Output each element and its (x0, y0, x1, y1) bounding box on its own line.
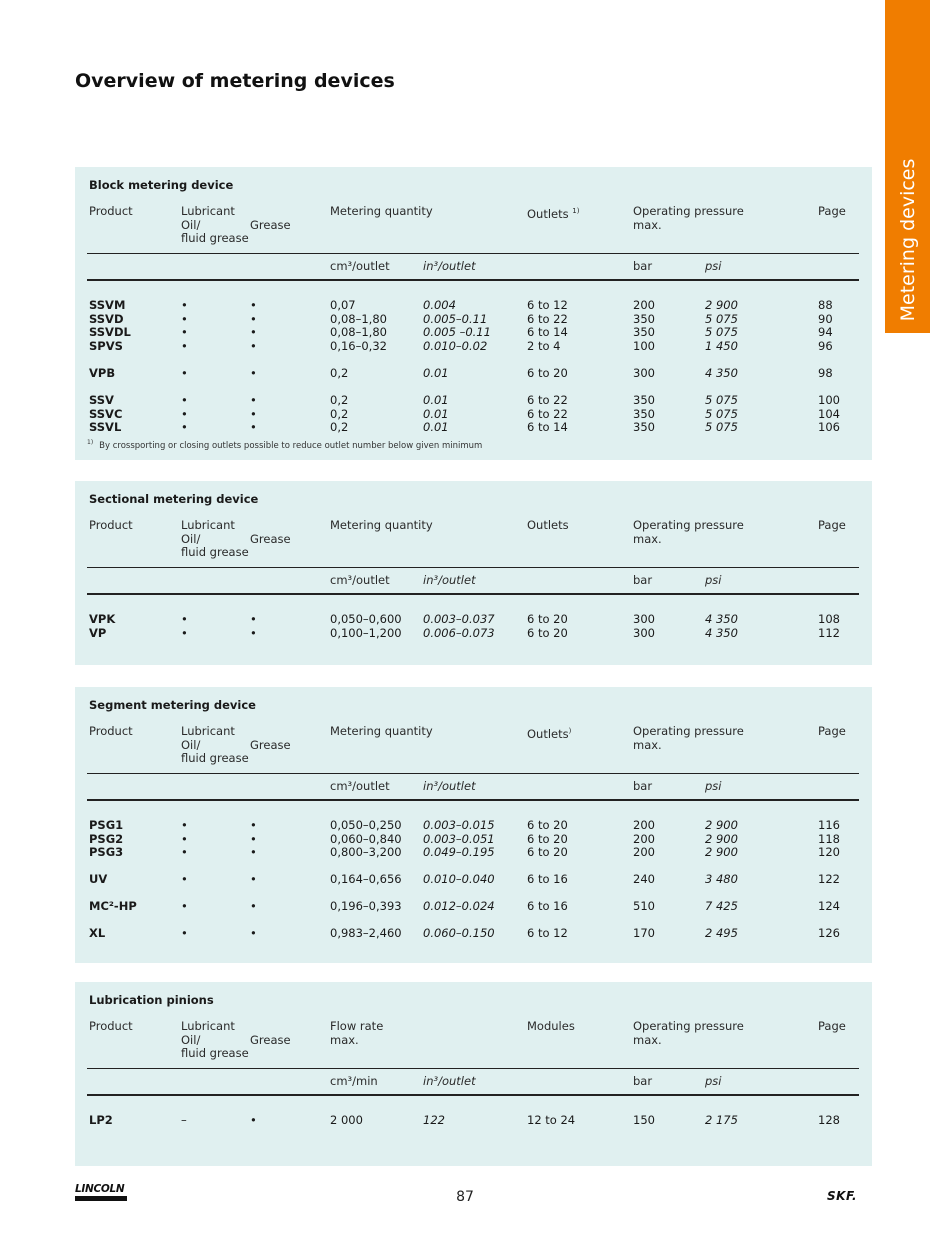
cell-bar: 350 (633, 406, 655, 421)
cell-in3: 0.01 (423, 366, 449, 380)
cell-psi: 2 900 (705, 831, 738, 846)
cell-cm3: 0,16–0,32 (330, 338, 387, 353)
cell-bar: 170 (633, 926, 655, 940)
cell-grease: • (250, 818, 257, 832)
cell-page: 126 (818, 926, 840, 940)
col-header-fluid-grease: fluid grease (181, 1046, 249, 1060)
unit-bar: bar (633, 1074, 653, 1088)
cell-outlets: 2 to 4 (527, 338, 561, 353)
divider (87, 1068, 859, 1069)
cell-cm3: 0,983–2,460 (330, 926, 402, 940)
lincoln-logo-text: LINCOLN (75, 1183, 125, 1195)
cell-outlets: 6 to 22 (527, 393, 568, 407)
col-header-outlets-label: Outlets (527, 206, 569, 221)
col-header-product: Product (89, 1019, 133, 1033)
col-header-product: Product (89, 204, 133, 218)
footnote-text: By crossporting or closing outlets possible to reduce outlet number below given minimum (99, 440, 483, 451)
cell-outlets: 6 to 22 (527, 311, 568, 326)
cell-outlets: 6 to 20 (527, 625, 568, 640)
page-title: Overview of metering devices (75, 70, 395, 92)
cell-page: 98 (818, 366, 833, 380)
cell-oil: • (181, 625, 188, 640)
cell-outlets: 6 to 20 (527, 818, 568, 832)
col-header-operating-pressure (633, 519, 744, 546)
cell-oil: • (181, 926, 188, 940)
cell-cm3: 0,2 (330, 393, 349, 407)
cell-page: 116 (818, 818, 840, 832)
col-header-grease: Grease (250, 531, 291, 546)
cell-bar: 200 (633, 818, 655, 832)
cell-cm3: 0,07 (330, 298, 356, 312)
cell-product: PSG1 (89, 818, 124, 832)
footnote-ref: ) (568, 727, 572, 735)
cell-oil: – (181, 1113, 187, 1127)
footnote-mark: 1) (87, 439, 94, 446)
cell-outlets: 6 to 20 (527, 612, 568, 626)
cell-grease: • (250, 926, 257, 940)
col-header-product: Product (89, 724, 133, 738)
cell-outlets: 6 to 12 (527, 298, 568, 312)
col-header-outlets-label: Outlets (527, 726, 569, 741)
cell-bar: 200 (633, 831, 655, 846)
cell-bar: 300 (633, 612, 655, 626)
col-header-operating-pressure-label: Operating pressure (633, 724, 744, 738)
panel-title: Lubrication pinions (89, 993, 214, 1007)
cell-page: 108 (818, 612, 840, 626)
cell-bar: 350 (633, 311, 655, 326)
unit-cm3: cm³/outlet (330, 573, 390, 587)
cell-page: 106 (818, 420, 840, 434)
cell-in3: 0.005 –0.11 (423, 325, 491, 339)
cell-grease: • (250, 311, 257, 326)
cell-cm3: 0,164–0,656 (330, 872, 402, 886)
divider (87, 799, 859, 801)
cell-page: 96 (818, 338, 833, 353)
col-header-lubricant (181, 205, 249, 246)
cell-psi: 5 075 (705, 393, 738, 407)
panel-title: Block metering device (89, 178, 234, 192)
cell-oil: • (181, 831, 188, 846)
cell-grease: • (250, 406, 257, 421)
cell-page: 124 (818, 899, 840, 913)
col-header-page: Page (818, 518, 846, 532)
cell-psi: 2 900 (705, 818, 738, 832)
cell-outlets: 6 to 16 (527, 899, 568, 913)
cell-grease: • (250, 612, 257, 626)
cell-psi: 2 175 (705, 1113, 738, 1127)
col-header-oil: Oil/ (181, 1032, 201, 1047)
cell-bar: 240 (633, 872, 655, 886)
cell-psi: 1 450 (705, 338, 738, 353)
cell-cm3: 0,050–0,250 (330, 818, 402, 832)
cell-bar: 150 (633, 1113, 655, 1127)
divider (87, 253, 859, 254)
cell-outlets: 6 to 16 (527, 872, 568, 886)
cell-psi: 3 480 (705, 872, 738, 886)
col-header-lubricant (181, 519, 249, 560)
cell-bar: 510 (633, 899, 655, 913)
cell-cm3: 0,08–1,80 (330, 311, 387, 326)
col-header-outlets (527, 205, 579, 221)
cell-product: SSV (89, 393, 114, 407)
sectional-metering-panel (75, 481, 872, 665)
cell-grease: • (250, 899, 257, 913)
col-header-flow-rate-max: max. (330, 1032, 359, 1047)
cell-bar: 300 (633, 366, 655, 380)
cell-cm3: 0,050–0,600 (330, 612, 402, 626)
cell-oil: • (181, 366, 188, 380)
cell-product: VPB (89, 366, 116, 380)
cell-page: 112 (818, 625, 840, 640)
col-header-oil: Oil/ (181, 737, 201, 752)
cell-psi: 2 495 (705, 926, 738, 940)
cell-in3: 0.006–0.073 (423, 625, 495, 640)
cell-psi: 4 350 (705, 625, 738, 640)
cell-in3: 0.003–0.051 (423, 831, 495, 846)
cell-page: 128 (818, 1113, 840, 1127)
cell-cm3: 0,100–1,200 (330, 625, 402, 640)
cell-oil: • (181, 899, 188, 913)
cell-bar: 200 (633, 845, 655, 859)
cell-in3: 0.004 (423, 298, 456, 312)
cell-grease: • (250, 420, 257, 434)
cell-in3: 0.005–0.11 (423, 311, 488, 326)
segment-metering-panel (75, 687, 872, 963)
col-header-operating-pressure (633, 725, 744, 752)
col-header-flow-rate-label: Flow rate (330, 1019, 384, 1033)
col-header-lubricant-label: Lubricant (181, 204, 235, 218)
cell-grease: • (250, 831, 257, 846)
col-header-metering-quantity: Metering quantity (330, 518, 433, 532)
unit-psi: psi (705, 259, 722, 273)
col-header-outlets: Outlets (527, 518, 569, 532)
cell-in3: 122 (423, 1113, 445, 1127)
cell-psi: 4 350 (705, 366, 738, 380)
cell-cm3: 0,2 (330, 366, 349, 380)
cell-in3: 0.003–0.015 (423, 818, 495, 832)
cell-bar: 300 (633, 625, 655, 640)
cell-product: MC²-HP (89, 899, 137, 913)
divider (87, 773, 859, 774)
cell-page: 90 (818, 311, 833, 326)
unit-bar: bar (633, 573, 653, 587)
divider (87, 567, 859, 568)
cell-cm3: 0,800–3,200 (330, 845, 402, 859)
cell-product: PSG3 (89, 845, 124, 859)
cell-oil: • (181, 612, 188, 626)
cell-grease: • (250, 872, 257, 886)
lubrication-pinions-panel (75, 982, 872, 1166)
divider (87, 279, 859, 281)
col-header-operating-pressure (633, 1020, 744, 1047)
cell-grease: • (250, 298, 257, 312)
cell-in3: 0.010–0.02 (423, 338, 488, 353)
cell-grease: • (250, 1113, 257, 1127)
cell-product: UV (89, 872, 108, 886)
cell-bar: 350 (633, 420, 655, 434)
cell-psi: 5 075 (705, 406, 738, 421)
cell-product: SSVL (89, 420, 122, 434)
col-header-lubricant (181, 1020, 249, 1061)
cell-psi: 2 900 (705, 845, 738, 859)
col-header-page: Page (818, 724, 846, 738)
col-header-page: Page (818, 1019, 846, 1033)
unit-in3: in³/outlet (423, 573, 476, 587)
cell-page: 122 (818, 872, 840, 886)
col-header-operating-pressure-label: Operating pressure (633, 518, 744, 532)
cell-in3: 0.060–0.150 (423, 926, 495, 940)
section-tab-label: Metering devices (896, 158, 919, 322)
cell-product: SSVM (89, 298, 126, 312)
cell-oil: • (181, 393, 188, 407)
cell-oil: • (181, 845, 188, 859)
cell-grease: • (250, 366, 257, 380)
cell-outlets: 6 to 22 (527, 406, 568, 421)
cell-in3: 0.049–0.195 (423, 845, 495, 859)
cell-product: VPK (89, 612, 116, 626)
cell-product: LP2 (89, 1113, 113, 1127)
cell-psi: 5 075 (705, 311, 738, 326)
col-header-operating-pressure-max: max. (633, 1032, 662, 1047)
cell-oil: • (181, 406, 188, 421)
unit-bar: bar (633, 259, 653, 273)
divider (87, 593, 859, 595)
col-header-outlets (527, 725, 571, 741)
cell-oil: • (181, 325, 188, 339)
col-header-fluid-grease: fluid grease (181, 231, 249, 245)
unit-psi: psi (705, 779, 722, 793)
col-header-metering-quantity: Metering quantity (330, 204, 433, 218)
cell-product: SPVS (89, 338, 123, 353)
col-header-grease: Grease (250, 217, 291, 232)
unit-psi: psi (705, 573, 722, 587)
cell-bar: 350 (633, 393, 655, 407)
cell-cm3: 0,2 (330, 406, 349, 421)
col-header-grease: Grease (250, 1032, 291, 1047)
cell-page: 118 (818, 831, 840, 846)
cell-grease: • (250, 325, 257, 339)
skf-logo: SKF. (827, 1189, 858, 1203)
cell-outlets: 6 to 20 (527, 831, 568, 846)
col-header-fluid-grease: fluid grease (181, 751, 249, 765)
col-header-lubricant-label: Lubricant (181, 724, 235, 738)
unit-psi: psi (705, 1074, 722, 1088)
cell-in3: 0.003–0.037 (423, 612, 495, 626)
col-header-metering-quantity: Metering quantity (330, 724, 433, 738)
cell-oil: • (181, 872, 188, 886)
cell-psi: 7 425 (705, 899, 738, 913)
cell-oil: • (181, 818, 188, 832)
cell-outlets: 6 to 14 (527, 325, 568, 339)
unit-cm3: cm³/outlet (330, 259, 390, 273)
panel-title: Sectional metering device (89, 492, 259, 506)
cell-grease: • (250, 338, 257, 353)
unit-bar: bar (633, 779, 653, 793)
col-header-fluid-grease: fluid grease (181, 545, 249, 559)
cell-cm3: 0,2 (330, 420, 349, 434)
unit-in3: in³/outlet (423, 1074, 476, 1088)
col-header-modules: Modules (527, 1019, 575, 1033)
unit-in3: in³/outlet (423, 779, 476, 793)
col-header-grease: Grease (250, 737, 291, 752)
cell-outlets: 6 to 20 (527, 366, 568, 380)
cell-psi: 4 350 (705, 612, 738, 626)
col-header-product: Product (89, 518, 133, 532)
cell-page: 94 (818, 325, 833, 339)
unit-in3: in³/outlet (423, 259, 476, 273)
cell-grease: • (250, 845, 257, 859)
cell-oil: • (181, 298, 188, 312)
unit-cm3: cm³/outlet (330, 779, 390, 793)
cell-psi: 2 900 (705, 298, 738, 312)
cell-outlets: 6 to 14 (527, 420, 568, 434)
cell-product: PSG2 (89, 831, 124, 846)
col-header-operating-pressure-max: max. (633, 217, 662, 232)
footnote-ref: 1) (572, 207, 580, 215)
cell-cm3: 2 000 (330, 1113, 363, 1127)
col-header-page: Page (818, 204, 846, 218)
cell-oil: • (181, 311, 188, 326)
col-header-operating-pressure-max: max. (633, 737, 662, 752)
unit-cm3-min: cm³/min (330, 1074, 378, 1088)
col-header-lubricant (181, 725, 249, 766)
cell-cm3: 0,060–0,840 (330, 831, 402, 846)
cell-psi: 5 075 (705, 325, 738, 339)
cell-bar: 200 (633, 298, 655, 312)
col-header-operating-pressure-max: max. (633, 531, 662, 546)
cell-page: 120 (818, 845, 840, 859)
col-header-oil: Oil/ (181, 217, 201, 232)
footnote (87, 439, 482, 451)
cell-product: VP (89, 625, 107, 640)
cell-product: SSVDL (89, 325, 131, 339)
panel-title: Segment metering device (89, 698, 256, 712)
cell-in3: 0.012–0.024 (423, 899, 495, 913)
cell-grease: • (250, 625, 257, 640)
cell-in3: 0.01 (423, 420, 449, 434)
cell-page: 100 (818, 393, 840, 407)
cell-product: SSVD (89, 311, 124, 326)
cell-bar: 350 (633, 325, 655, 339)
cell-page: 104 (818, 406, 840, 421)
page-number: 87 (456, 1189, 474, 1205)
section-tab (885, 0, 930, 333)
cell-grease: • (250, 393, 257, 407)
cell-bar: 100 (633, 338, 655, 353)
col-header-operating-pressure-label: Operating pressure (633, 1019, 744, 1033)
cell-psi: 5 075 (705, 420, 738, 434)
cell-in3: 0.01 (423, 406, 449, 421)
cell-product: XL (89, 926, 106, 940)
cell-in3: 0.01 (423, 393, 449, 407)
block-metering-panel (75, 167, 872, 460)
cell-oil: • (181, 420, 188, 434)
cell-product: SSVC (89, 406, 123, 421)
col-header-operating-pressure (633, 205, 744, 232)
cell-page: 88 (818, 298, 833, 312)
cell-outlets: 12 to 24 (527, 1113, 576, 1127)
cell-cm3: 0,08–1,80 (330, 325, 387, 339)
divider (87, 1094, 859, 1096)
col-header-lubricant-label: Lubricant (181, 1019, 235, 1033)
cell-outlets: 6 to 12 (527, 926, 568, 940)
col-header-flow-rate (330, 1020, 383, 1047)
col-header-lubricant-label: Lubricant (181, 518, 235, 532)
col-header-operating-pressure-label: Operating pressure (633, 204, 744, 218)
col-header-oil: Oil/ (181, 531, 201, 546)
cell-outlets: 6 to 20 (527, 845, 568, 859)
cell-oil: • (181, 338, 188, 353)
cell-in3: 0.010–0.040 (423, 872, 495, 886)
cell-cm3: 0,196–0,393 (330, 899, 402, 913)
